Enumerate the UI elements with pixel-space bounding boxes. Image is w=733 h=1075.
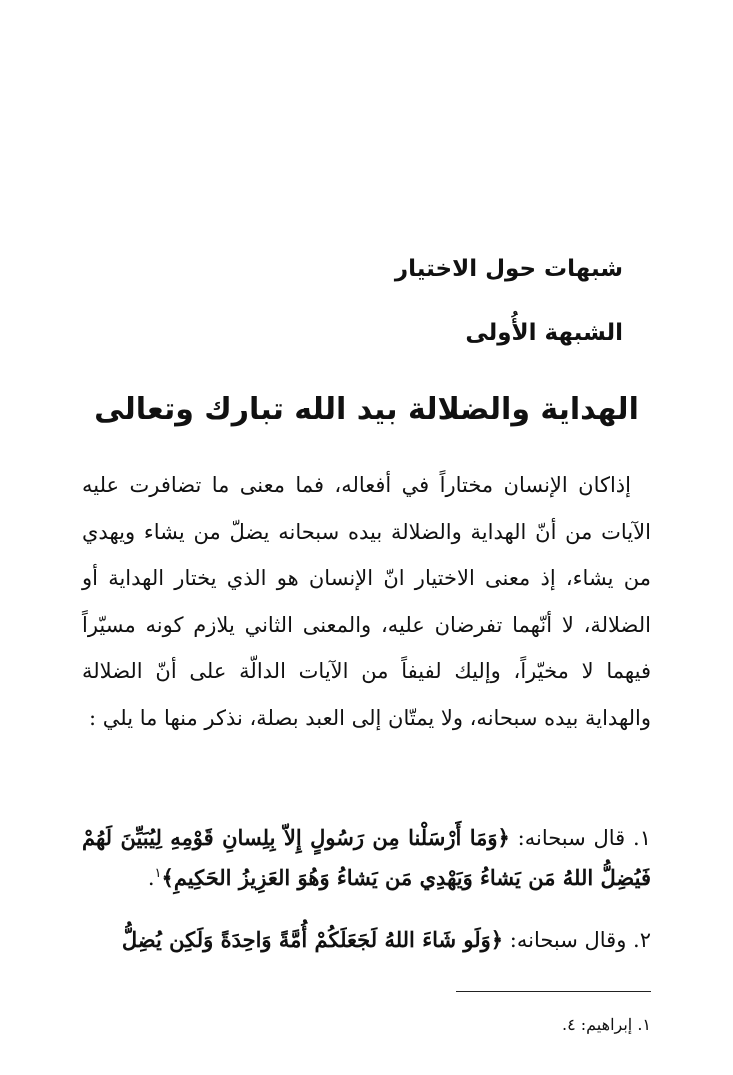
item-intro: قال سبحانه:: [517, 826, 626, 850]
verse-list: [82, 818, 651, 982]
item-number: ١.: [633, 826, 651, 850]
quran-verse: ﴿وَمَا أَرْسَلْنا مِن رَسُولٍ إِلاّ بِلِسانِ قَوْمِهِ لِيُبَيِّنَ لَهُمْ فَيُضِلُّ اللهُ مَن يَشاءُ وَيَهْدِي مَن يَشاءُ وَهُوَ العَزِيزُ الحَكِيمِ﴾: [82, 825, 651, 890]
subheading: الشبهة الأُولى: [465, 320, 623, 346]
body-paragraph: إذاكان الإنسان مختاراً في أفعاله، فما معنى ما تضافرت عليه الآيات من أنّ الهداية والضلالة بيده سبحانه يضلّ من يشاء ويهدي من يشاء، إذ معنى الاختيار انّ الإنسان هو الذي يختار الهداية أو الضلالة، لا أنّهما تفرضان عليه، والمعنى الثاني يلازم كونه مسيّراً فيهما لا مخيّراً، وإليك لفيفاً من الآيات الدالّة على أنّ الضلالة والهداية بيده سبحانه، ولا يمتّان إلى العبد بصلة، نذكر منها ما يلي :: [82, 473, 651, 730]
section-heading: شبهات حول الاختيار: [394, 256, 623, 282]
verse-item-1: [82, 818, 651, 898]
footnote-reference[interactable]: ١: [154, 866, 162, 881]
quran-verse: ﴿وَلَو شَاءَ اللهُ لَجَعَلَكُمْ أُمَّةً وَاحِدَةً وَلَكِن يُضِلُّ: [121, 927, 504, 952]
footnote-divider: [456, 991, 651, 992]
page-title: الهداية والضلالة بيد الله تبارك وتعالى: [94, 392, 639, 427]
item-ending: .: [147, 866, 155, 890]
footnote: ١. إبراهيم: ٤.: [561, 1015, 651, 1034]
body-paragraph-block: [82, 462, 651, 741]
verse-item-2: [82, 920, 651, 960]
item-number: ٢.: [633, 928, 651, 952]
item-intro: وقال سبحانه:: [509, 928, 627, 952]
